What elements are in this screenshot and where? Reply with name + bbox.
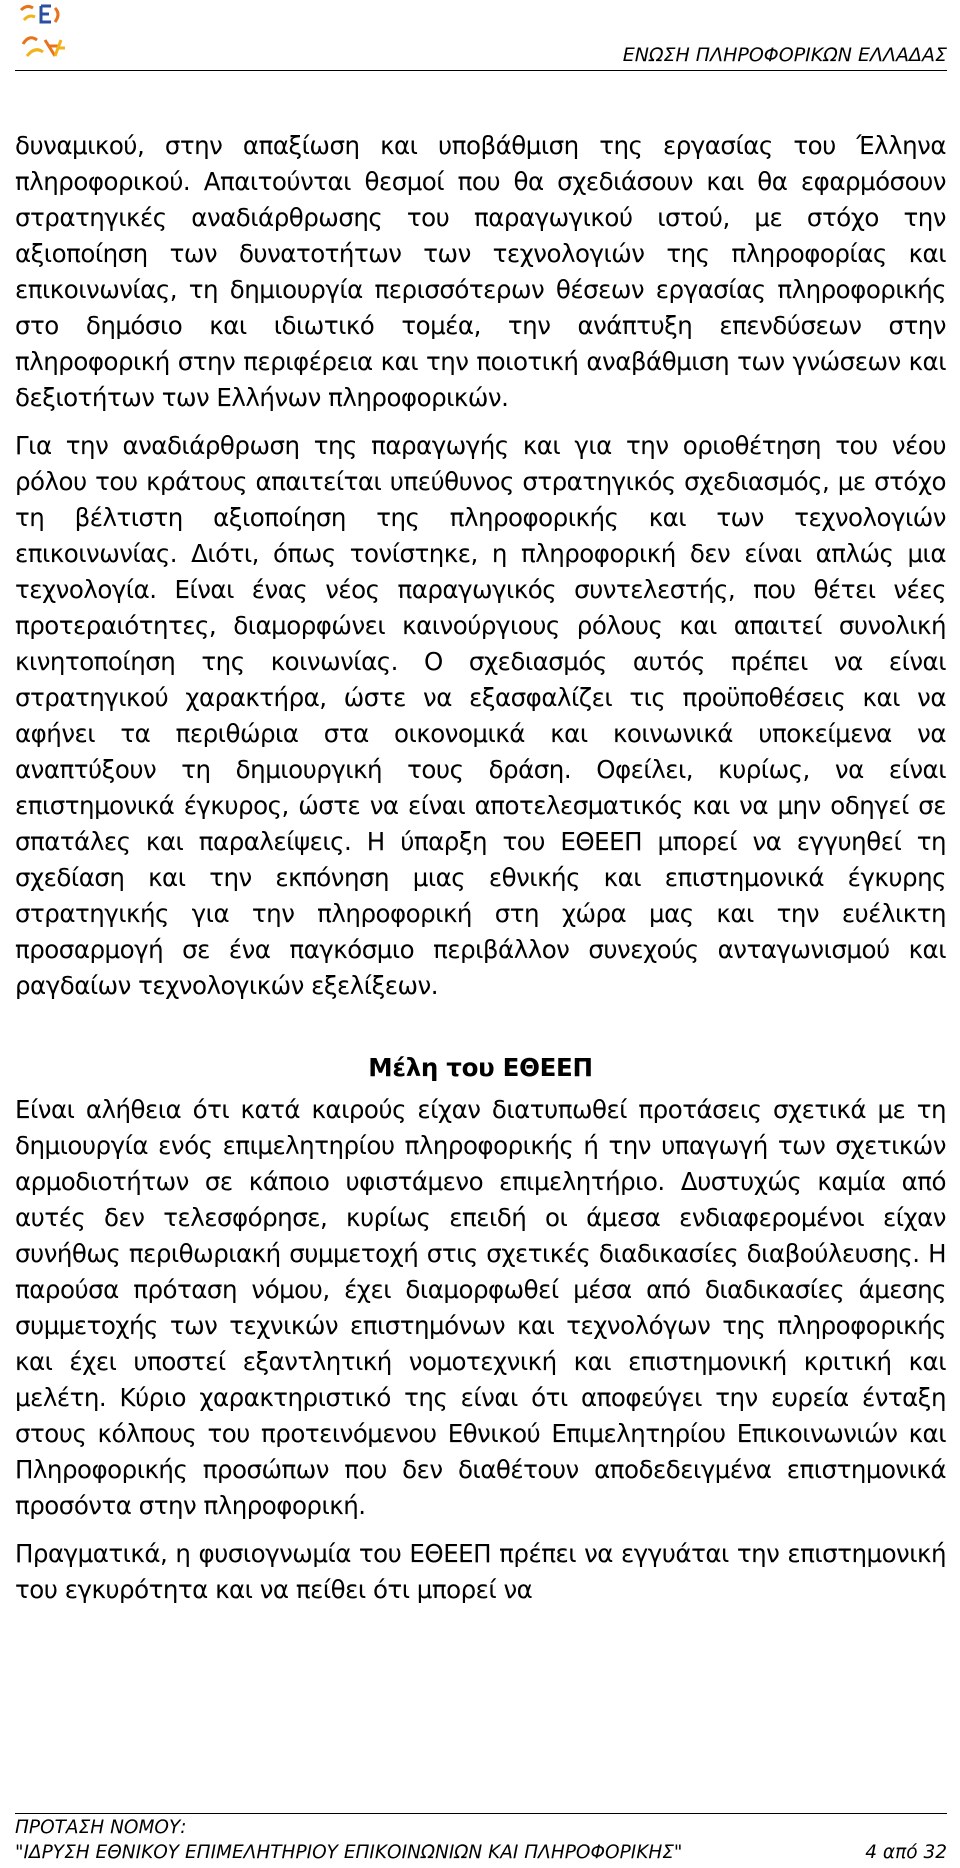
section-heading: Μέλη του ΕΘΕΕΠ (368, 1053, 593, 1082)
paragraph: δυναμικού, στην απαξίωση και υποβάθμιση της εργασίας του Έλληνα πληροφορικού. Απαιτούνται θεσμοί που θα σχεδιάσουν και θα εφαρμόσουν στρατηγικές αναδιάρθρωσης του παραγωγικού ιστού, με στόχο την αξιοποίηση των δυνατοτήτων των τεχνολογιών της πληροφορίας και επικοινωνίας, τη δημιουργία περισσότερων θέσεων εργασίας πληροφορικής στο δημόσιο και ιδιωτικό τομέα, την ανάπτυξη επενδύσεων στην πληροφορική στην περιφέρεια και την ποιοτική αναβάθμιση των γνώσεων και δεξιοτήτων των Ελλήνων πληροφορικών. (15, 131, 946, 412)
paragraph: Πραγματικά, η φυσιογνωμία του ΕΘΕΕΠ πρέπει να εγγυάται την επιστημονική του εγκυρότητα και να πείθει ότι μπορεί να (15, 1539, 946, 1604)
document-body (15, 128, 946, 1620)
page-footer (15, 1815, 947, 1865)
footer-divider (15, 1813, 947, 1814)
page-number: 4 από 32 (865, 1842, 947, 1863)
footer-label: ΠΡΟΤΑΣΗ ΝΟΜΟΥ: (15, 1817, 187, 1838)
organization-name: ΕΝΩΣΗ ΠΛΗΡΟΦΟΡΙΚΩΝ ΕΛΛΑΔΑΣ (622, 44, 947, 66)
page-header (15, 0, 947, 72)
paragraph: Για την αναδιάρθρωση της παραγωγής και για την οριοθέτηση του νέου ρόλου του κράτους απαιτείται υπεύθυνος στρατηγικός σχεδιασμός, με στόχο τη βέλτιστη αξιοποίηση της πληροφορικής και των τεχνολογιών επικοινωνίας. Διότι, όπως τονίστηκε, η πληροφορική δεν είναι απλώς μια τεχνολογία. Είναι ένας νέος παραγωγικός συντελεστής, που θέτει νέες προτεραιότητες, διαμορφώνει καινούργιους ρόλους και απαιτεί συνολική κινητοποίηση της κοινωνίας. Ο σχεδιασμός αυτός πρέπει να είναι στρατηγικού χαρακτήρα, ώστε να εξασφαλίζει τις προϋποθέσεις και να αφήνει τα περιθώρια στα οικονομικά και κοινωνικά υποκείμενα να αναπτύξουν τη δημιουργική τους δράση. Οφείλει, κυρίως, να είναι επιστημονικά έγκυρος, ώστε να είναι αποτελεσματικός και να μην οδηγεί σε σπατάλες και παραλείψεις. Η ύπαρξη του ΕΘΕΕΠ μπορεί να εγγυηθεί τη σχεδίαση και την εκπόνηση μιας εθνικής και επιστημονικά έγκυρης στρατηγικής για την πληροφορική στη χώρα μας και την ευέλικτη προσαρμογή σε ένα παγκόσμιο περιβάλλον συνεχούς ανταγωνισμού και ραγδαίων τεχνολογικών εξελίξεων. (15, 431, 946, 1000)
organization-logo (15, 0, 83, 68)
footer-document-title: "ΙΔΡΥΣΗ ΕΘΝΙΚΟΥ ΕΠΙΜΕΛΗΤΗΡΙΟΥ ΕΠΙΚΟΙΝΩΝΙΩΝ ΚΑΙ ΠΛΗΡΟΦΟΡΙΚΗΣ" (15, 1842, 683, 1863)
paragraph: Είναι αλήθεια ότι κατά καιρούς είχαν διατυπωθεί προτάσεις σχετικά με τη δημιουργία ενός επιμελητηρίου πληροφορικής ή την υπαγωγή των σχετικών αρμοδιοτήτων σε κάποιο υφιστάμενο επιμελητήριο. Δυστυχώς καμία από αυτές δεν τελεσφόρησε, κυρίως επειδή οι άμεσα ενδιαφερομένοι είχαν συνήθως περιθωριακή συμμετοχή στις σχετικές διαδικασίες διαβούλευσης. Η παρούσα πρόταση νόμου, έχει διαμορφωθεί μέσα από διαδικασίες άμεσης συμμετοχής των τεχνικών επιστημόνων και τεχνολόγων της πληροφορικής και έχει υποστεί εξαντλητική νομοτεχνική και επιστημονική κριτική και μελέτη. Κύριο χαρακτηριστικό της είναι ότι αποφεύγει την ευρεία ένταξη στους κόλπους του προτεινόμενου Εθνικού Επιμελητηρίου Επικοινωνιών και Πληροφορικής προσώπων που δεν διαθέτουν αποδεδειγμένα επιστημονικά προσόντα στην πληροφορική. (15, 1095, 946, 1520)
header-divider (15, 70, 947, 71)
